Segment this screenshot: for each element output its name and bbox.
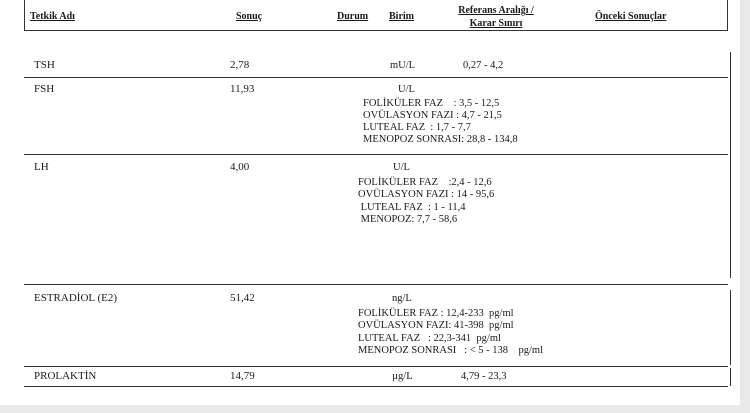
reference-range: MENOPOZ SONRASI: 28,8 - 134,8	[363, 134, 518, 145]
header-previous-results: Önceki Sonuçlar	[595, 11, 667, 22]
test-result: 2,78	[230, 59, 250, 71]
test-name: TSH	[34, 59, 55, 71]
header-rule	[24, 30, 728, 31]
test-unit: ng/L	[392, 293, 412, 304]
reference-range: MENOPOZ: 7,7 - 58,6	[358, 214, 458, 225]
reference-range: FOLİKÜLER FAZ : 12,4-233 pg/ml	[358, 308, 514, 319]
row-divider-bar	[730, 368, 731, 386]
header-unit: Birim	[389, 11, 414, 22]
row-divider-bar	[730, 290, 731, 365]
reference-range: FOLİKÜLER FAZ : 3,5 - 12,5	[363, 98, 500, 109]
table-left-rule	[24, 0, 25, 30]
header-result: Sonuç	[236, 11, 263, 22]
row-separator	[24, 366, 728, 367]
test-name: ESTRADİOL (E2)	[34, 292, 117, 304]
reference-range: LUTEAL FAZ : 22,3-341 pg/ml	[358, 333, 501, 344]
test-unit: U/L	[393, 162, 410, 173]
test-name: PROLAKTİN	[34, 370, 97, 382]
row-divider-bar	[730, 52, 731, 98]
header-test-name: Tetkik Adı	[30, 11, 75, 22]
header-status: Durum	[337, 11, 369, 22]
test-result: 4,00	[230, 161, 250, 173]
row-separator	[24, 154, 728, 155]
reference-range: OVÜLASYON FAZI: 41-398 pg/ml	[358, 320, 514, 331]
row-divider-bar	[730, 153, 731, 278]
reference-range: OVÜLASYON FAZI : 14 - 95,6	[358, 189, 495, 200]
reference-range: FOLİKÜLER FAZ :2,4 - 12,6	[358, 177, 492, 188]
reference-range: 0,27 - 4,2	[463, 60, 504, 71]
reference-range: MENOPOZ SONRASI : < 5 - 138 pg/ml	[358, 345, 544, 356]
test-name: FSH	[34, 83, 55, 95]
table-right-rule	[727, 0, 728, 30]
header-reference-line2: Karar Sınırı	[469, 18, 523, 29]
test-result: 14,79	[230, 370, 255, 382]
test-name: LH	[34, 161, 49, 173]
test-unit: mU/L	[390, 60, 416, 71]
header-reference-line1: Referans Aralığı /	[458, 5, 534, 16]
test-result: 51,42	[230, 292, 255, 304]
reference-range: OVÜLASYON FAZI : 4,7 - 21,5	[363, 110, 502, 121]
row-separator	[24, 77, 728, 78]
row-separator	[24, 284, 728, 285]
test-result: 11,93	[230, 83, 255, 95]
test-unit: U/L	[398, 84, 415, 95]
reference-range: 4,79 - 23,3	[461, 371, 507, 382]
reference-range: LUTEAL FAZ : 1,7 - 7,7	[363, 122, 471, 133]
row-divider-bar	[730, 98, 731, 153]
reference-range: LUTEAL FAZ : 1 - 11,4	[358, 202, 466, 213]
row-separator	[24, 386, 728, 387]
test-unit: µg/L	[392, 371, 413, 382]
